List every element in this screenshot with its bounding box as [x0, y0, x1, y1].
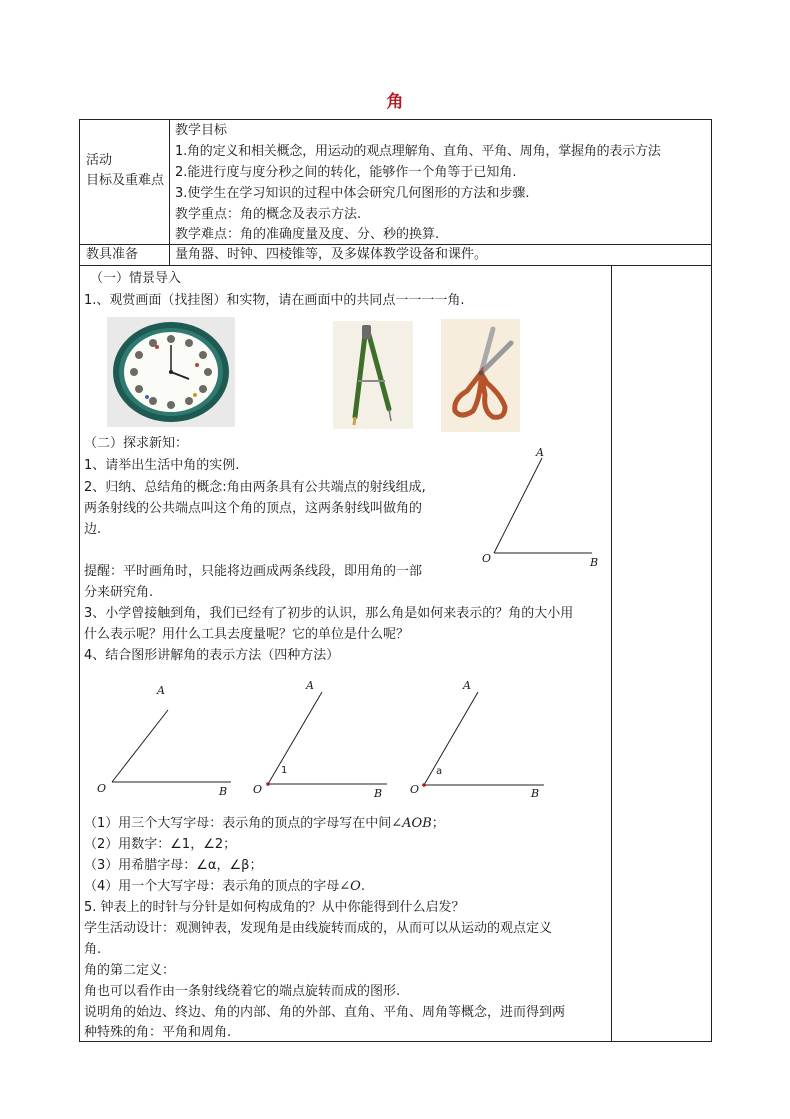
second-definition-heading: 角的第二定义：: [84, 963, 176, 978]
question-line-2: 什么表示呢？用什么工具去度量呢？它的单位是什么呢？: [84, 627, 410, 642]
method-2: （2）用数字：∠1，∠2；: [84, 837, 237, 852]
row-label-tools: 教具准备: [86, 247, 139, 262]
reminder-line-2: 分来研究角.: [84, 585, 154, 600]
method-1-symbol: ∠AOB: [391, 816, 432, 831]
method-4-text: （4）用一个大写字母：表示角的顶点的字母: [84, 879, 340, 894]
objectives-heading: 教学目标: [175, 123, 228, 138]
tools-text: 量角器、时钟、四棱锥等，及多媒体教学设备和课件。: [175, 247, 488, 262]
reminder-line-1: 提醒：平时画角时，只能将边画成两条线段，即用角的一部: [84, 564, 423, 579]
key-point: 教学重点：角的概念及表示方法.: [175, 207, 362, 222]
section-explore: （二）探求新知：: [84, 436, 189, 451]
difficulty: 教学难点：角的准确度量及度、分、秒的换算.: [175, 227, 440, 242]
objective-1: 1.角的定义和相关概念，用运动的观点理解角、直角、平角、周角，掌握角的表示方法: [175, 144, 661, 159]
label-a: A: [463, 679, 471, 692]
label-a: A: [306, 679, 314, 692]
angle-mark-1: 1: [281, 765, 288, 776]
method-4-end: .: [360, 879, 365, 894]
label-a: A: [536, 446, 544, 459]
page-title: 角: [386, 92, 404, 112]
label-a: A: [157, 684, 165, 697]
activity-line-2: 角.: [84, 942, 102, 957]
angle-mark-a: a: [436, 766, 443, 777]
clock-question: 5. 钟表上的时针与分针是如何构成角的？从中你能得到什么启发？: [84, 900, 465, 915]
method-4: [84, 877, 365, 897]
explore-line-4: 边.: [84, 522, 102, 537]
method-intro: 4、结合图形讲解角的表示方法（四种方法）: [84, 648, 340, 663]
label-b: B: [531, 787, 540, 800]
method-1-text: （1）用三个大写字母：表示角的顶点的字母写在中间: [84, 816, 392, 831]
explore-line-2: 2、归纳、总结角的概念:角由两条具有公共端点的射线组成,: [84, 480, 426, 495]
objective-3: 3.使学生在学习知识的过程中体会研究几何图形的方法和步骤.: [175, 186, 530, 201]
label-o: O: [482, 552, 492, 565]
objective-2: 2.能进行度与度分秒之间的转化，能够作一个角等于已知角.: [175, 165, 517, 180]
row-label-objectives: 活动 目标及重难点: [86, 153, 165, 188]
method-4-symbol: ∠O: [339, 879, 361, 894]
method-1-end: ；: [431, 816, 445, 831]
explore-line-1: 1、请举出生活中角的实例.: [84, 458, 240, 473]
label-b: B: [590, 556, 599, 569]
method-3: （3）用希腊字母：∠α，∠β；: [84, 858, 263, 873]
activity-line-1: 学生活动设计：观测钟表，发现角是由线旋转而成的，从而可以从运动的观点定义: [84, 921, 553, 936]
question-line-1: 3、小学曾接触到角，我们已经有了初步的认识，那么角是如何来表示的？角的大小用: [84, 606, 574, 621]
label-o: O: [97, 782, 107, 795]
explain-line-1: 说明角的始边、终边、角的内部、角的外部、直角、平角、周角等概念，进而得到两: [84, 1005, 566, 1020]
label-b: B: [374, 787, 383, 800]
label-b: B: [219, 785, 228, 798]
label-o: O: [410, 783, 420, 796]
method-1: [84, 814, 445, 834]
section-intro: （一）情景导入: [90, 271, 182, 286]
explore-line-3: 两条射线的公共端点叫这个角的顶点，这两条射线叫做角的: [84, 501, 423, 516]
intro-line: 1.、观赏画面（找挂图）和实物，请在画面中的共同点一一一一角.: [84, 293, 465, 308]
second-definition-text: 角也可以看作由一条射线绕着它的端点旋转而成的图形.: [84, 984, 401, 999]
label-o: O: [253, 783, 263, 796]
explain-line-2: 种特殊的角：平角和周角.: [84, 1025, 232, 1040]
